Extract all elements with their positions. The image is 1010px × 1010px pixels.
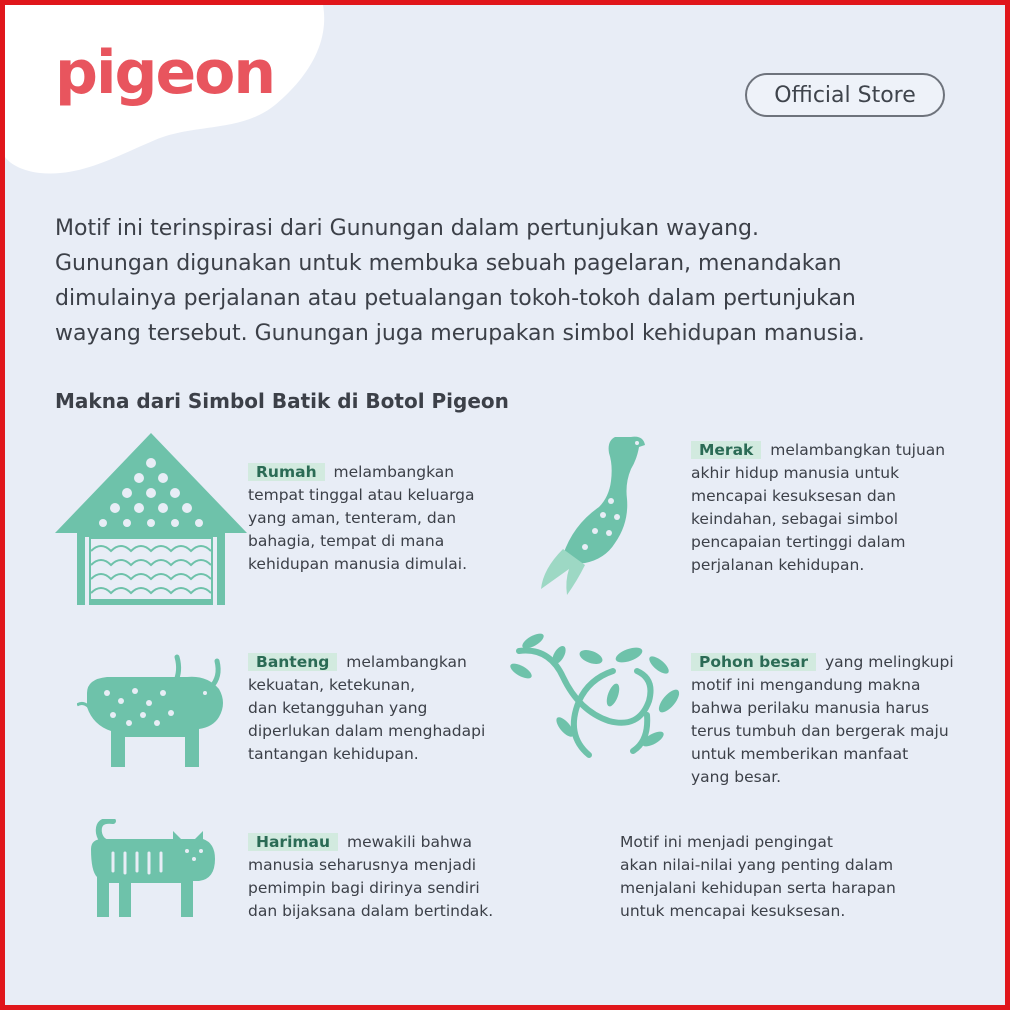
pohon-term: Pohon besar [691, 653, 816, 671]
bull-icon [77, 653, 227, 771]
pohon-description: Pohon besar yang melingkupi motif ini mengandung makna bahwa perilaku manusia harus terus tumbuh dan bergerak maju untuk memberikan manfaat yang besar. [691, 653, 954, 786]
intro-line: Motif ini terinspirasi dari Gunungan dalam pertunjukan wayang. [55, 216, 759, 241]
harimau-term: Harimau [248, 833, 338, 851]
merak-description: Merak melambangkan tujuan akhir hidup manusia untuk mencapai kesuksesan dan keindahan, sebagai simbol pencapaian tertinggi dalam perjalanan kehidupan. [691, 441, 946, 574]
intro-line: wayang tersebut. Gunungan juga merupakan simbol kehidupan manusia. [55, 321, 865, 346]
harimau-description: Harimau mewakili bahwa manusia seharusnya menjadi pemimpin bagi dirinya sendiri dan bijaksana dalam bertindak. [248, 833, 494, 920]
closing-line: untuk mencapai kesuksesan. [620, 902, 846, 920]
peacock-icon [533, 431, 653, 601]
intro-line: dimulainya perjalanan atau petualangan tokoh-tokoh dalam pertunjukan [55, 286, 856, 311]
intro-line: Gunungan digunakan untuk membuka sebuah pagelaran, menandakan [55, 251, 842, 276]
rumah-description: Rumah melambangkan tempat tinggal atau keluarga yang aman, tenteram, dan bahagia, tempat di mana kehidupan manusia dimulai. [248, 463, 475, 573]
pigeon-logo[interactable]: pigeon [55, 38, 275, 108]
house-icon [51, 433, 251, 608]
closing-line: menjalani kehidupan serta harapan [620, 879, 896, 897]
official-store-badge[interactable]: Official Store [745, 73, 945, 117]
closing-line: Motif ini menjadi pengingat [620, 833, 833, 851]
merak-term: Merak [691, 441, 761, 459]
tiger-icon [83, 819, 223, 919]
banteng-description: Banteng melambangkan kekuatan, ketekunan, dan ketangguhan yang diperlukan dalam menghadapi tantangan kehidupan. [248, 653, 486, 763]
intro-paragraph [55, 211, 955, 351]
rumah-term: Rumah [248, 463, 325, 481]
banteng-term: Banteng [248, 653, 337, 671]
tree-vine-icon [509, 631, 691, 761]
closing-paragraph [620, 831, 896, 923]
section-title: Makna dari Simbol Batik di Botol Pigeon [55, 389, 509, 413]
closing-line: akan nilai-nilai yang penting dalam [620, 856, 894, 874]
